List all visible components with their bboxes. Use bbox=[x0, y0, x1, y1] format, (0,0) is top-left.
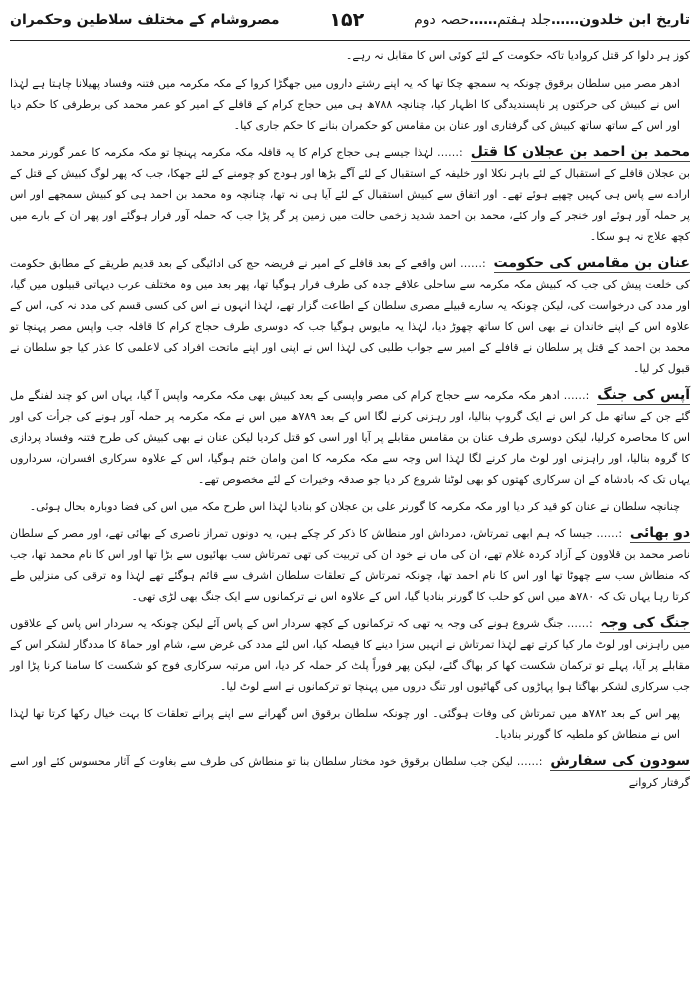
section-text: :…… جیسا کہ ہم ابھی تمرتاش، دمرداش اور منطاش کا ذکر کر چکے ہیں، یہ دونوں تمراز ناصری کے بھائی تھے، اور مصر کے سلطان ناصر محمد بن قلاوون کے آزاد کردہ غلام تھے، ان کی ماں نے خود ان کی تربیت کی تھی تمرتاش سب بھائیوں سے بڑا تھا اور اس کا نام محمد تھا، جب کہ منطاش سب سے چھوٹا تھا اور اس کا نام احمد تھا، چونکہ تمرتاش کے تعلقات سلطان اشرف سے قائم ہوگئے تھے لہٰذا وہ ترقی کی منزلیں طے کرتا رہا یہاں تک کہ ۷۸۰ھ میں اس کو حلب کا گورنر بنادیا گیا، اس کے علاوہ اس نے ترکمانوں سے ایک جنگ بھی لڑی تھی۔ bbox=[10, 527, 690, 603]
section-sudun-recommendation bbox=[10, 751, 690, 793]
page-header bbox=[10, 0, 690, 41]
section-text: :…… جنگ شروع ہونے کی وجہ یہ تھی کہ ترکمانوں کے کچھ سردار اس کے پاس آئے لیکن چونکہ یہ سردار اس پاس کے علاقوں میں راہزنی اور لوٹ مار کیا کرتے تھے لہٰذا تمرتاش نے انہیں سزا دینے کا فیصلہ کیا، اس لئے مدد کی غرض سے، شام اور حماۃ کا مددگار لشکر اس کے مقابلے پر آیا، پہلے تو ترکمان شکست کھا کر بھاگ گئے، لیکن پھر فوراً پلٹ کر حملہ کر دیا، اس مرتبہ سرکاری فوج کو شکست کا سامنا کرنا پڑا اور جب سرکاری لشکر بھاگتا ہوا پہاڑوں کی گھاٹیوں اور تنگ دروں میں پہنچا تو ترکمانوں نے اسے لوٹ لیا۔ bbox=[9, 617, 690, 693]
volume-label: جلد ہفتم bbox=[497, 12, 552, 28]
section-war-reason bbox=[10, 613, 690, 697]
header-separator: …… bbox=[551, 12, 580, 28]
section-ajlan-killing bbox=[10, 142, 690, 247]
paragraph-timurtash-death bbox=[10, 703, 690, 745]
running-head-left bbox=[414, 12, 690, 28]
paragraph-anan-imprisoned bbox=[10, 496, 690, 517]
paragraph-text: ادھر مصر میں سلطان برقوق چونکہ یہ سمجھ چکا تھا کہ یہ اپنے رشتے داروں میں جھگڑا کروا کے مکہ مکرمہ میں فتنہ وفساد پھیلانا چاہتا ہے لہٰذا اس نے کبیش کی حرکتوں پر ناپسندیدگی کا اظہار کیا، چنانچہ ۷۸۸ھ ہی میں حجاج کرام کے قافلے کے امیر کو عمر محمد کی برطرفی کا حکم دیا اور اس کے ساتھ ساتھ کبیش کی گرفتاری اور عنان بن مقامس کو حکمران بنانے کا حکم جاری کیا۔ bbox=[10, 77, 680, 132]
paragraph-text: کوز ہر دلوا کر قتل کروادیا تاکہ حکومت کے لئے کوئی اس کا مقابل نہ رہے۔ bbox=[345, 49, 690, 62]
section-heading: محمد بن احمد بن عجلان کا قتل bbox=[470, 144, 690, 160]
section-text: :…… اس واقعے کے بعد قافلے کے امیر نے فریضہ حج کی ادائیگی کے بعد قدیم طریقے کے مطابق حکومت کی خلعت پیش کی جب کہ کبیش مکہ مکرمہ سے ساحلی علاقے جدہ کی طرف فرار ہوگیا تھا، پھر بعد میں وہ مختلف عرب دیہاتی قبیلوں میں گیا، اور مدد کی درخواست کی، لیکن چونکہ یہ سارے قبیلے مصری سلطان کے اطاعت گزار تھے، لہٰذا انہوں نے اس کی کسی قسم کی مدد نہ کی، اس کے علاوہ اس کے اپنے خاندان نے بھی اس کا ساتھ چھوڑ دیا، لہٰذا یہ مایوس ہوگیا جب کہ دوسری طرف حجاج کرام کا قافلہ جب واپس مصر پہنچا تو محمد بن احمد کے قتل پر سلطان نے قافلے کے امیر سے جواب طلبی کی لہٰذا اس نے اپنی اور اپنے ماتحت افراد کی لاعلمی کا عذر کیا جو سلطان نے قبول کر لیا۔ bbox=[10, 257, 690, 375]
paragraph-text: پھر اس کے بعد ۷۸۲ھ میں تمرتاش کی وفات ہوگئی۔ اور چونکہ سلطان برقوق اس گھرانے سے اپنے پرانے تعلقات کا بہت خیال رکھا کرتا تھا لہٰذا اس نے منطاش کو ملطیہ کا گورنر بنادیا۔ bbox=[10, 707, 680, 741]
paragraph-text: چنانچہ سلطان نے عنان کو قید کر دیا اور مکہ مکرمہ کا گورنر علی بن عجلان کو بنادیا لہٰذا اس طرح مکہ میں اس کی فضا دوبارہ بحال ہوئی۔ bbox=[29, 500, 680, 513]
section-heading: عنان بن مقامس کی حکومت bbox=[493, 255, 690, 271]
section-heading: آپس کی جنگ bbox=[597, 387, 690, 403]
page-content bbox=[10, 45, 690, 793]
section-text: :…… ادھر مکہ مکرمہ سے حجاج کرام کی مصر واپسی کے بعد کبیش بھی مکہ مکرمہ واپس آ گیا، یہاں اس کو چند لفنگے مل گئے جن کے ساتھ مل کر اس نے ایک گروپ بنالیا، اور رہزنی کرنے لگا اس کے بعد ۷۸۹ھ میں اس نے مکہ مکرمہ پر حملہ آور ہونے کی جرأت کی اور اس کا محاصرہ کرلیا، لیکن دوسری طرف عنان بن مقامس مقابلے پر آیا اور اسی کو قتل کردیا لیکن عنان نے بھی کبیش کی طرح فتنہ وفساد پردازی کا گروہ بنالیا، اور راہزنی اور لوٹ مار کرنے لگا لہٰذا اس وجہ سے مکہ مکرمہ کا امن وامان ختم ہوگیا، اس کے علاوہ سرکاری افسران، سرداروں یہاں تک کہ بادشاہ کے ان سرکاری کھتوں کو بھی لوٹنا شروع کر دیا جو صدقہ وخیرات کے لئے مخصوص تھے۔ bbox=[10, 389, 690, 486]
page-number: ۱۵۲ bbox=[329, 9, 365, 31]
section-text: :…… لیکن جب سلطان برقوق خود مختار سلطان بنا تو منطاش کی طرف سے بغاوت کے آثار محسوس کئے اور اسے گرفتار کروانے bbox=[10, 755, 690, 789]
section-heading: جنگ کی وجہ bbox=[600, 615, 690, 631]
section-civil-war bbox=[10, 385, 690, 490]
paragraph-burquq-order bbox=[10, 73, 690, 136]
header-separator: …… bbox=[469, 12, 498, 28]
book-title: تاریخ ابن خلدون bbox=[579, 12, 690, 28]
section-heading: سودون کی سفارش bbox=[550, 753, 690, 769]
chapter-title: مصروشام کے مختلف سلاطین وحکمران bbox=[10, 12, 280, 28]
section-two-brothers bbox=[10, 523, 690, 607]
section-text: :…… لہٰذا جیسے ہی حجاج کرام کا یہ قافلہ مکہ مکرمہ پہنچا تو مکہ مکرمہ کا عمر گورنر محمد بن عجلان قافلے کے استقبال کے لئے باہر نکلا اور خلیفہ کے استقبال کے لئے آگے بڑھا اور ہودج کو چومنے کے لئے جھکا، جب کہ پھر لوگ کبیش کے قتل کے ارادے سے پاس ہی کہیں چھپے ہوئے تھے۔ اور اتفاق سے کبیش استقبال کے لئے آیا ہی نہ تھا، چنانچہ وہ محمد بن احمد ہی کو کبیش سمجھے اور اس پر حملہ آور ہوئے اور خنجر کے وار کئے، محمد بن احمد شدید زخمی حالت میں زمین پر گر پڑا جب کہ حملہ آور فرار ہوگئے اور پھر ان کے بارے میں کچھ علاج نہ ہو سکا۔ bbox=[10, 146, 690, 243]
paragraph-continuation bbox=[10, 45, 690, 66]
section-anan-government bbox=[10, 253, 690, 379]
part-label: حصہ دوم bbox=[414, 12, 470, 28]
section-heading: دو بھائی bbox=[629, 525, 691, 541]
